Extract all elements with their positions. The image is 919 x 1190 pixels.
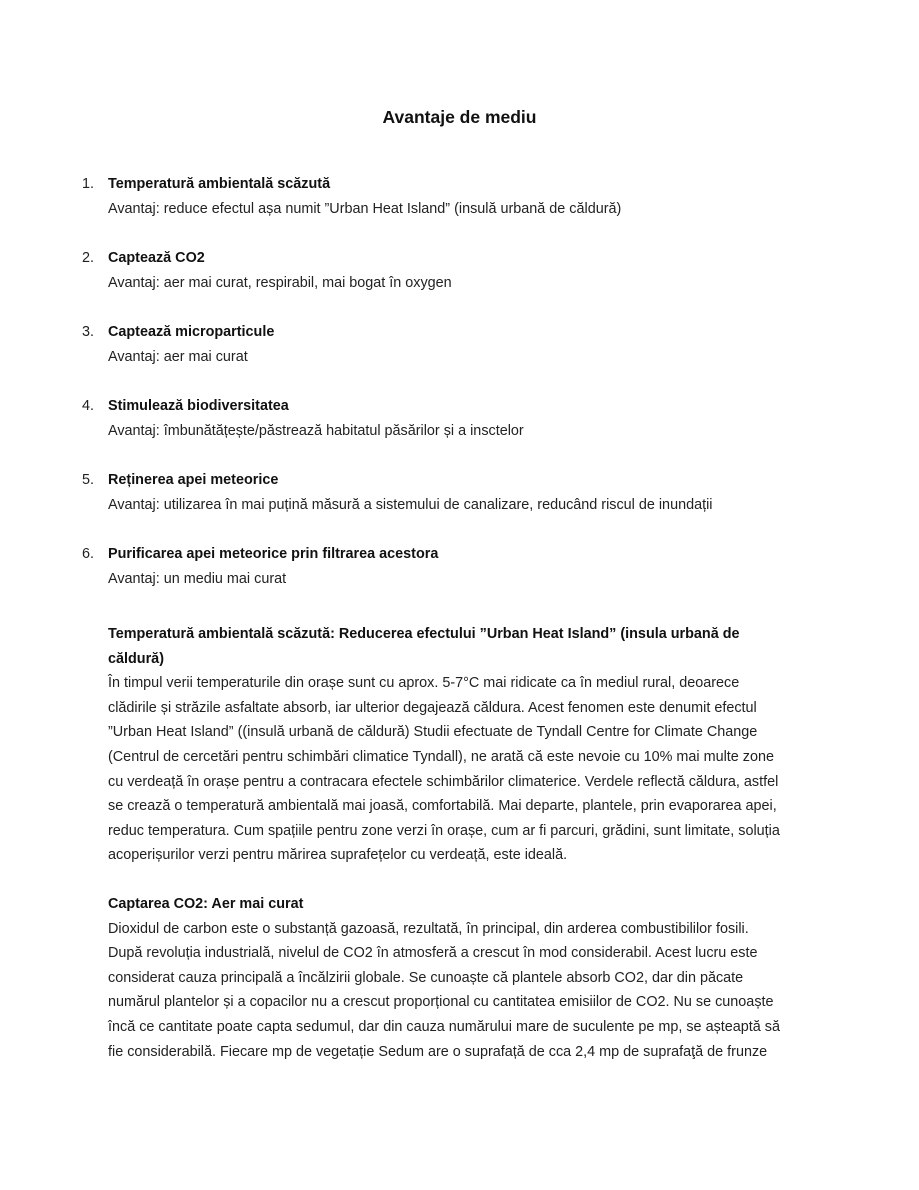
item-number: 5. bbox=[82, 472, 95, 488]
section-co2 bbox=[108, 892, 828, 1064]
item-advantage: Avantaj: aer mai curat, respirabil, mai bogat în oxygen bbox=[108, 274, 452, 291]
paragraph-line: cu verdeață în orașe pentru a contracara efectele schimbărilor climaterice. Verdele reflectă căldura, astfel bbox=[108, 773, 779, 790]
paragraph-line: (Centrul de cercetări pentru schimbări climatice Tyndall), ne arată că este nevoie cu 10% mai multe zone bbox=[108, 748, 775, 765]
paragraph-line: După revoluția industrială, nivelul de CO2 în atmosferă a crescut în mod considerabil. Acest lucru este bbox=[108, 945, 758, 962]
list-item bbox=[0, 468, 919, 542]
paragraph-line: fie considerabilă. Fiecare mp de vegetație Sedum are o suprafață de cca 2,4 mp de suprafaţă de frunze bbox=[108, 1043, 768, 1060]
section-heading: Captarea CO2: Aer mai curat bbox=[108, 896, 304, 912]
item-number: 3. bbox=[82, 324, 95, 340]
list-item bbox=[0, 320, 919, 394]
paragraph-line: acoperișurilor verzi pentru mărirea suprafețelor cu verdeață, este ideală. bbox=[108, 847, 568, 864]
page-title: Avantaje de mediu bbox=[382, 107, 537, 127]
paragraph-line: ”Urban Heat Island” ((insulă urbană de căldură) Studii efectuate de Tyndall Centre for Climate Change bbox=[108, 724, 758, 741]
advantages-list bbox=[0, 172, 919, 616]
item-heading: Reținerea apei meteorice bbox=[108, 472, 279, 488]
section-heading: Temperatură ambientală scăzută: Reducerea efectului ”Urban Heat Island” (insula urbană de bbox=[108, 626, 740, 642]
paragraph-line: clădirile și străzile asfaltate absorb, iar ulterior degajează căldura. Acest fenomen este denumit efectul bbox=[108, 699, 757, 716]
list-item bbox=[0, 394, 919, 468]
item-number: 2. bbox=[82, 250, 95, 266]
list-item bbox=[0, 246, 919, 320]
paragraph-line: Dioxidul de carbon este o substanță gazoasă, rezultată, în principal, din arderea combustibililor fosili. bbox=[108, 920, 749, 937]
paragraph-line: considerat cauza principală a încălzirii globale. Se cunoaște că plantele absorb CO2, dar din păcate bbox=[108, 969, 744, 986]
item-advantage: Avantaj: reduce efectul așa numit ”Urban Heat Island” (insulă urbană de căldură) bbox=[108, 200, 622, 217]
item-heading: Stimulează biodiversitatea bbox=[108, 398, 289, 414]
paragraph-line: încă ce cantitate poate capta sedumul, dar din cauza numărului mare de suculente pe mp, se așteaptă să bbox=[108, 1018, 780, 1035]
section-heading: căldură) bbox=[108, 650, 164, 667]
item-advantage: Avantaj: un mediu mai curat bbox=[108, 570, 287, 587]
paragraph-line: se crează o temperatură ambientală mai joasă, comfortabilă. Mai departe, plantele, prin evaporarea apei, bbox=[108, 798, 777, 815]
item-number: 4. bbox=[82, 398, 95, 414]
paragraph-line: numărul plantelor și a copacilor nu a crescut proporțional cu cantitatea emisiilor de CO2. Nu se cunoaște bbox=[108, 994, 774, 1011]
section-heat-island bbox=[108, 622, 828, 868]
item-heading: Captează CO2 bbox=[108, 250, 205, 266]
list-item bbox=[0, 542, 919, 616]
item-advantage: Avantaj: îmbunătățește/păstrează habitatul păsărilor și a insctelor bbox=[108, 422, 524, 439]
list-item bbox=[0, 172, 919, 246]
item-advantage: Avantaj: utilizarea în mai puțină măsură a sistemului de canalizare, reducând riscul de inundații bbox=[108, 496, 713, 513]
item-heading: Purificarea apei meteorice prin filtrarea acestora bbox=[108, 546, 439, 562]
item-number: 1. bbox=[82, 176, 95, 192]
item-advantage: Avantaj: aer mai curat bbox=[108, 348, 248, 365]
paragraph-line: În timpul verii temperaturile din orașe sunt cu aprox. 5-7°C mai ridicate ca în mediul rural, deoarece bbox=[108, 675, 740, 692]
item-number: 6. bbox=[82, 546, 95, 562]
item-heading: Temperatură ambientală scăzută bbox=[108, 176, 331, 192]
paragraph-line: reduc temperatura. Cum spațiile pentru zone verzi în orașe, cum ar fi parcuri, grădini, sunt limitate, soluția bbox=[108, 822, 780, 839]
item-heading: Captează microparticule bbox=[108, 324, 275, 340]
